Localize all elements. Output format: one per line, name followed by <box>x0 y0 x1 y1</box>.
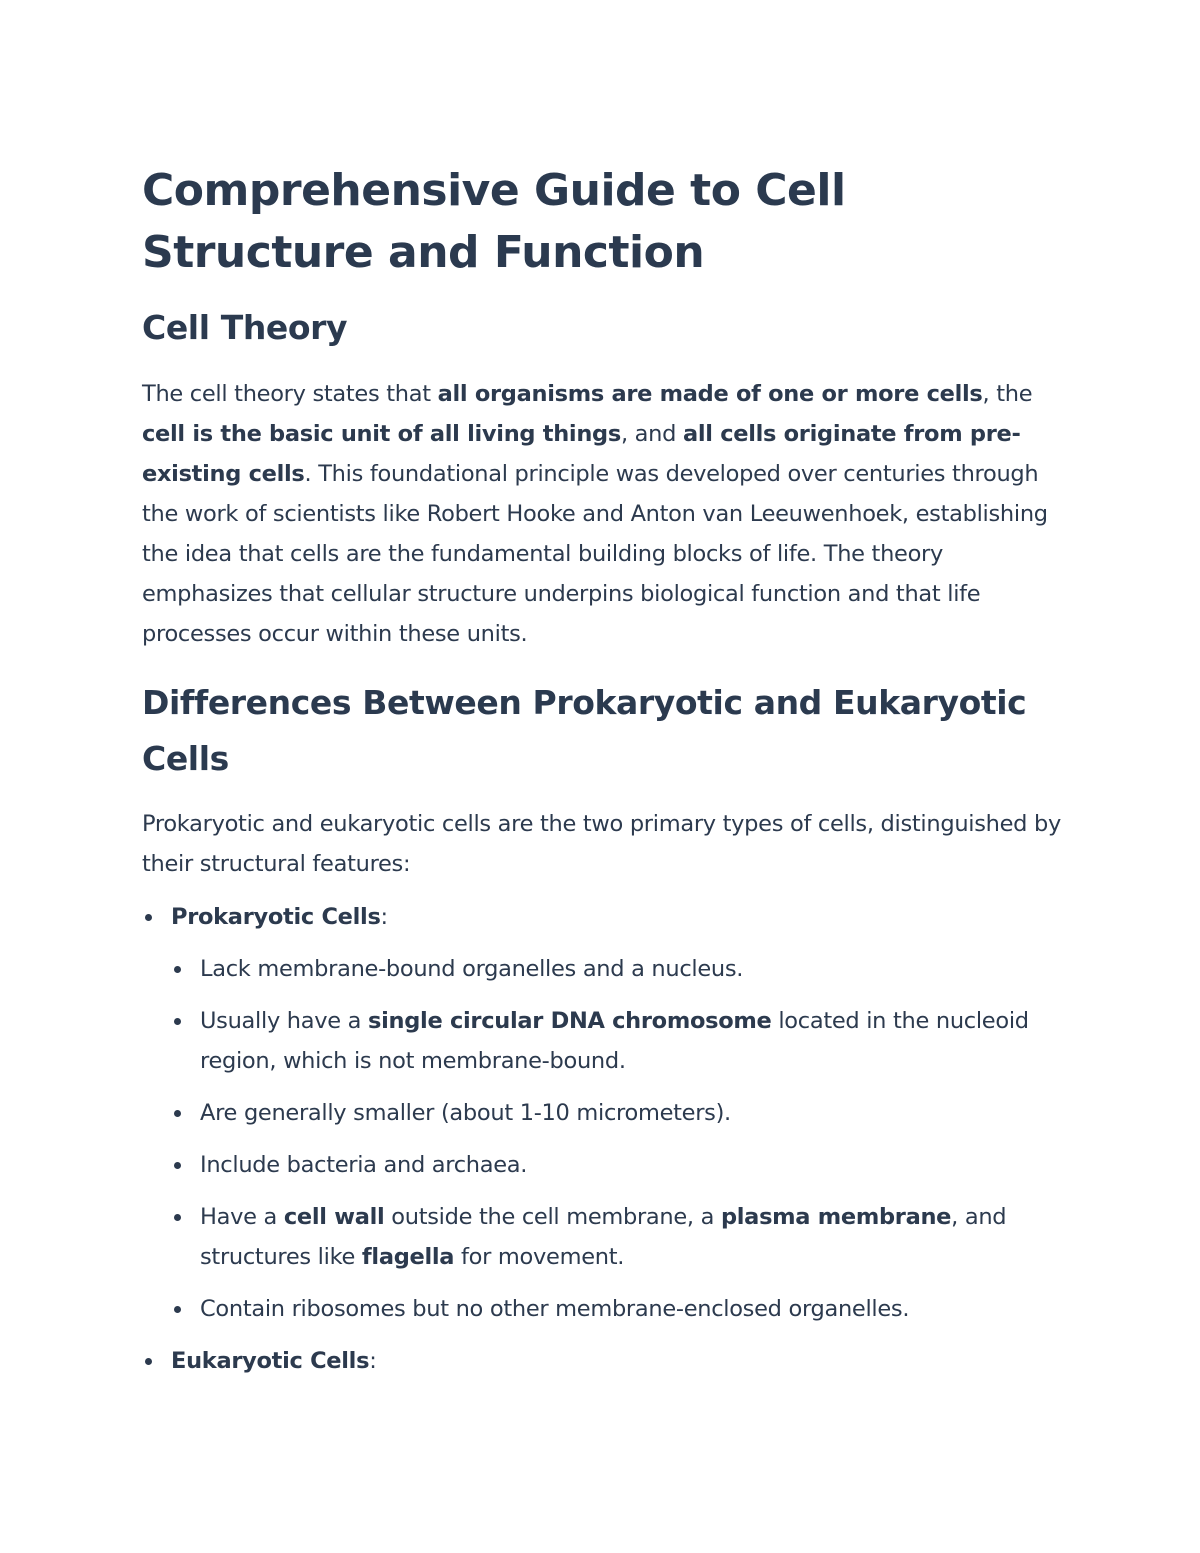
bullet-icon <box>174 1018 181 1025</box>
list-item <box>200 1145 1062 1185</box>
list-item-eukaryotic <box>171 1341 1062 1381</box>
prokaryotic-features-list <box>171 949 1062 1329</box>
bold-text: cell wall <box>283 1204 385 1230</box>
text-span: , the <box>982 381 1033 407</box>
list-item <box>200 1289 1062 1329</box>
bold-text: flagella <box>361 1244 455 1270</box>
text-span: located in the nucleoid region, which is not membrane-bound. <box>200 1008 1029 1074</box>
document-page <box>142 160 1062 1393</box>
text-span: , and structures like <box>200 1204 1007 1270</box>
bullet-icon <box>174 1110 181 1117</box>
list-item <box>200 1197 1062 1277</box>
bullet-icon <box>174 966 181 973</box>
list-item-label: Prokaryotic Cells <box>171 904 381 930</box>
text-span: Contain ribosomes but no other membrane-enclosed organelles. <box>200 1296 910 1322</box>
text-span: outside the cell membrane, a <box>384 1204 721 1230</box>
bullet-icon <box>174 1162 181 1169</box>
text-span: : <box>369 1348 377 1374</box>
document-title: Comprehensive Guide to Cell Structure and Function <box>142 165 846 278</box>
bullet-icon <box>174 1306 181 1313</box>
section-heading-cell-theory: Cell Theory <box>142 308 348 347</box>
bold-text: all cells originate from pre-existing cells <box>142 421 1021 487</box>
section-heading-differences: Differences Between Prokaryotic and Eukaryotic Cells <box>142 683 1027 778</box>
text-span: : <box>380 904 388 930</box>
text-span: Are generally smaller (about 1-10 micrometers). <box>200 1100 731 1126</box>
list-item-prokaryotic <box>171 897 1062 1329</box>
text-span: The cell theory states that <box>142 381 438 407</box>
bullet-icon <box>145 1358 152 1365</box>
list-item <box>200 949 1062 989</box>
text-span: Have a <box>200 1204 284 1230</box>
differences-intro-paragraph: Prokaryotic and eukaryotic cells are the two primary types of cells, distinguished by their structural features: <box>142 811 1061 877</box>
cell-theory-paragraph <box>142 374 1062 654</box>
text-span: . This foundational principle was developed over centuries through the work of scientists like Robert Hooke and Anton van Leeuwenhoek, establishing the idea that cells are the fundamental building blocks of life. The theory emphasizes that cellular structure underpins biological function and that life processes occur within these units. <box>142 461 1048 647</box>
bold-text: cell is the basic unit of all living things <box>142 421 621 447</box>
cell-types-list <box>142 897 1062 1381</box>
text-span: , and <box>620 421 683 447</box>
text-span: for movement. <box>454 1244 625 1270</box>
bold-text: all organisms are made of one or more cells <box>437 381 983 407</box>
text-span: Usually have a <box>200 1008 369 1034</box>
text-span: Include bacteria and archaea. <box>200 1152 528 1178</box>
list-item <box>200 1001 1062 1081</box>
list-item-label: Eukaryotic Cells <box>171 1348 370 1374</box>
text-span: Lack membrane-bound organelles and a nucleus. <box>200 956 744 982</box>
bold-text: single circular DNA chromosome <box>368 1008 772 1034</box>
list-item <box>200 1093 1062 1133</box>
bold-text: plasma membrane <box>720 1204 952 1230</box>
bullet-icon <box>174 1214 181 1221</box>
bullet-icon <box>145 914 152 921</box>
